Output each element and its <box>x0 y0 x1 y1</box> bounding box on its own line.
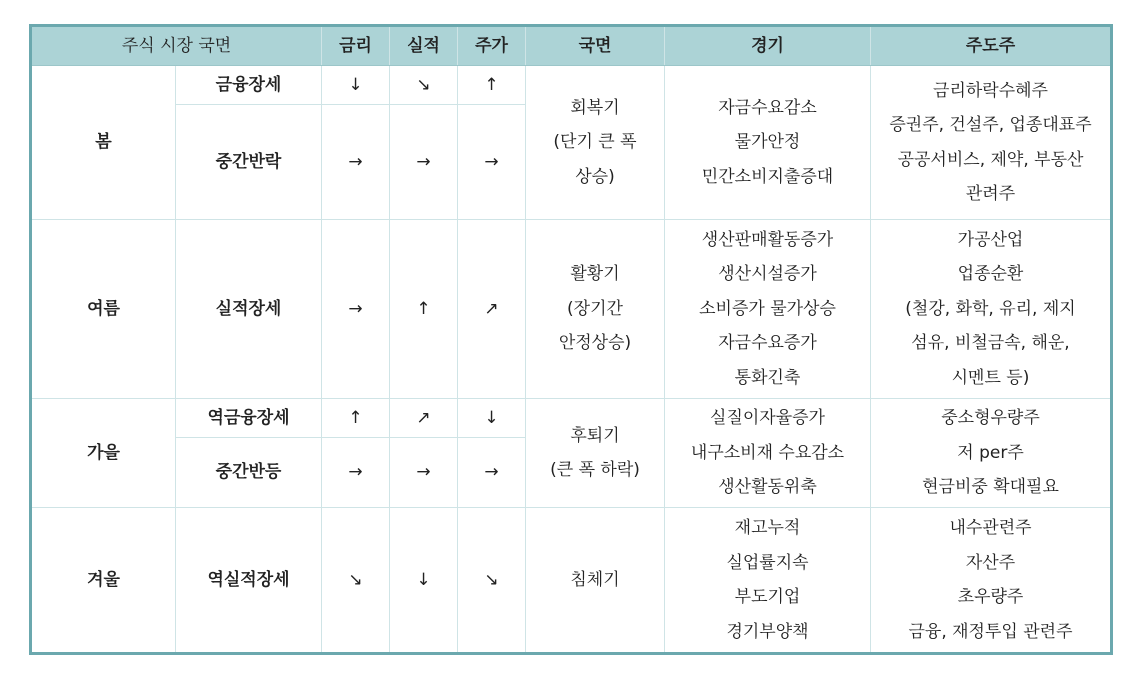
price-arrow: → <box>458 438 526 508</box>
leaders-line: 가공산업 <box>957 229 1024 250</box>
stage-cell <box>526 508 665 654</box>
leaders-line: 업종순환 <box>957 264 1024 285</box>
header-leaders: 주도주 <box>871 26 1112 66</box>
leaders-line: 내수관련주 <box>949 518 1032 538</box>
stage-line: 안정상승) <box>558 333 632 354</box>
stage-cell <box>526 399 665 508</box>
header-economy: 경기 <box>665 26 871 66</box>
stage-cell <box>526 220 665 399</box>
rate-arrow: → <box>322 105 390 220</box>
sub-phase-name: 역실적장세 <box>176 508 322 654</box>
economy-line: 물가안정 <box>734 132 801 153</box>
economy-line: 민간소비지출증대 <box>701 166 834 187</box>
earnings-arrow: ↑ <box>390 220 458 399</box>
season-autumn: 가을 <box>31 399 176 508</box>
sub-phase-name: 중간반등 <box>176 438 322 508</box>
header-earnings: 실적 <box>390 26 458 66</box>
header-stage: 국면 <box>526 26 665 66</box>
stage-line: 침체기 <box>570 569 620 590</box>
stage-line: (큰 폭 하락) <box>550 460 640 480</box>
stock-market-phase-table <box>29 24 1113 655</box>
stage-line: (장기간 <box>567 298 623 319</box>
earnings-arrow: → <box>390 105 458 220</box>
leaders-line: (철강, 화학, 유리, 제지 <box>905 298 1076 319</box>
rate-arrow: → <box>322 438 390 508</box>
table-row <box>31 66 1112 105</box>
earnings-arrow: → <box>390 438 458 508</box>
leaders-cell <box>871 220 1112 399</box>
sub-phase-name: 중간반락 <box>176 105 322 220</box>
rate-arrow: ↘ <box>322 508 390 654</box>
header-rate: 금리 <box>322 26 390 66</box>
economy-cell <box>665 399 871 508</box>
price-arrow: → <box>458 105 526 220</box>
economy-line: 자금수요감소 <box>718 97 817 118</box>
rate-arrow: ↑ <box>322 399 390 438</box>
price-arrow: ↗ <box>458 220 526 399</box>
economy-line: 내구소비재 수요감소 <box>690 442 845 463</box>
leaders-cell <box>871 66 1112 220</box>
table-row <box>31 399 1112 438</box>
leaders-line: 금융, 재정투입 관련주 <box>908 621 1073 642</box>
rate-arrow: → <box>322 220 390 399</box>
economy-line: 경기부양책 <box>726 621 809 642</box>
sub-phase-name: 역금융장세 <box>176 399 322 438</box>
table-row <box>31 220 1112 399</box>
stage-cell <box>526 66 665 220</box>
leaders-line: 현금비중 확대필요 <box>922 477 1059 498</box>
economy-line: 소비증가 물가상승 <box>699 298 836 319</box>
stage-line: 회복기 <box>570 97 620 118</box>
leaders-line: 증권주, 건설주, 업종대표주 <box>889 115 1092 135</box>
leaders-line: 자산주 <box>965 552 1016 573</box>
sub-phase-name: 금융장세 <box>176 66 322 105</box>
stage-line: (단기 큰 폭 <box>553 132 637 153</box>
leaders-line: 중소형우량주 <box>941 408 1040 429</box>
leaders-line: 공공서비스, 제약, 부동산 <box>897 149 1084 170</box>
economy-line: 통화긴축 <box>734 367 801 388</box>
stage-line: 활황기 <box>570 264 620 285</box>
earnings-arrow: ↓ <box>390 508 458 654</box>
table-row <box>31 508 1112 654</box>
economy-cell <box>665 220 871 399</box>
stage-line: 상승) <box>575 166 615 187</box>
season-winter: 겨울 <box>31 508 176 654</box>
header-price: 주가 <box>458 26 526 66</box>
price-arrow: ↑ <box>458 66 526 105</box>
price-arrow: ↓ <box>458 399 526 438</box>
economy-cell <box>665 508 871 654</box>
economy-line: 부도기업 <box>734 587 801 607</box>
leaders-cell <box>871 399 1112 508</box>
economy-line: 자금수요증가 <box>718 333 817 354</box>
leaders-line: 관려주 <box>965 184 1016 204</box>
leaders-line: 초우량주 <box>957 587 1024 607</box>
economy-line: 생산활동위축 <box>718 477 817 498</box>
leaders-line: 시멘트 등) <box>951 367 1030 388</box>
economy-line: 재고누적 <box>734 518 801 538</box>
price-arrow: ↘ <box>458 508 526 654</box>
stage-line: 후퇴기 <box>570 425 620 446</box>
sub-phase-name: 실적장세 <box>176 220 322 399</box>
earnings-arrow: ↘ <box>390 66 458 105</box>
economy-cell <box>665 66 871 220</box>
header-row <box>31 26 1112 66</box>
earnings-arrow: ↗ <box>390 399 458 438</box>
economy-line: 생산판매활동증가 <box>701 229 834 250</box>
economy-line: 실질이자율증가 <box>710 408 825 429</box>
leaders-line: 저 per주 <box>957 442 1024 463</box>
rate-arrow: ↓ <box>322 66 390 105</box>
economy-line: 생산시설증가 <box>718 264 817 285</box>
leaders-line: 섬유, 비철금속, 해운, <box>911 333 1070 354</box>
leaders-line: 금리하락수혜주 <box>933 80 1048 101</box>
economy-line: 실업률지속 <box>726 552 809 573</box>
season-spring: 봄 <box>31 66 176 220</box>
header-phase: 주식 시장 국면 <box>31 26 322 66</box>
season-summer: 여름 <box>31 220 176 399</box>
leaders-cell <box>871 508 1112 654</box>
